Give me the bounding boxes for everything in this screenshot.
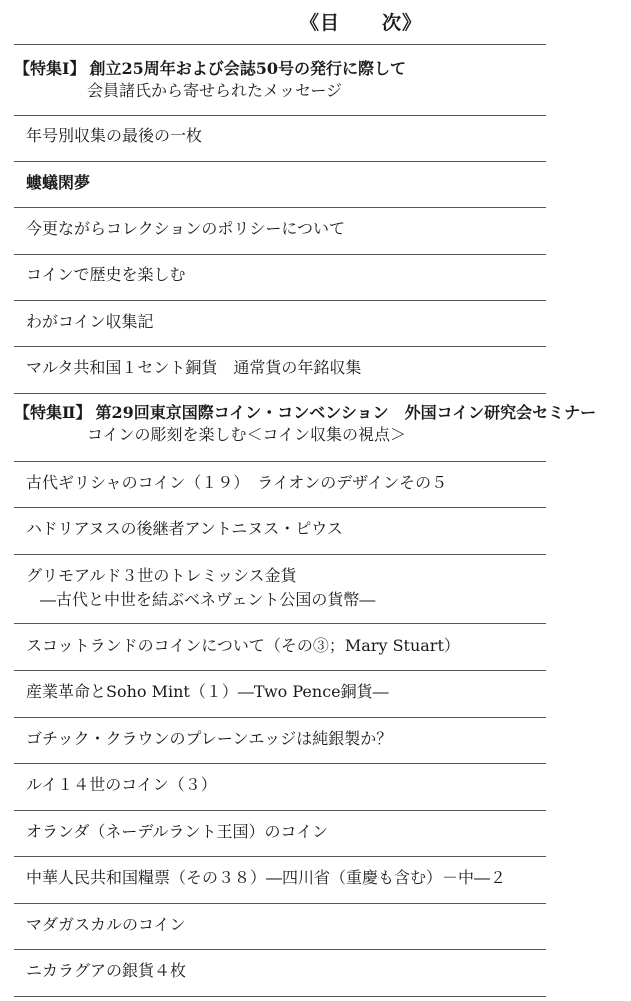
divider: [14, 161, 546, 162]
toc-entry-line: ―古代と中世を結ぶベネヴェント公国の貨幣―: [40, 590, 376, 609]
page-title-open: 《目: [300, 12, 341, 34]
divider: [14, 115, 546, 116]
feature-1-subheading: 会員諸氏から寄せられたメッセージ: [87, 81, 343, 100]
divider: [14, 44, 546, 45]
page-title: [300, 8, 422, 35]
divider: [14, 300, 546, 301]
toc-entry[interactable]: ニカラグアの銀貨４枚: [26, 961, 187, 980]
divider: [14, 623, 546, 624]
toc-entry-multiline[interactable]: [26, 564, 375, 612]
toc-entry[interactable]: ルイ１４世のコイン（３）: [26, 775, 217, 794]
toc-entry[interactable]: オランダ（ネーデルラント王国）のコイン: [26, 822, 329, 841]
toc-entry[interactable]: マダガスカルのコイン: [26, 915, 186, 934]
divider: [14, 207, 546, 208]
toc-entry[interactable]: 古代ギリシャのコイン（１９） ライオンのデザインその５: [26, 473, 448, 492]
toc-entry-line: グリモアルド３世のトレミッシス金貨: [26, 566, 297, 585]
toc-entry[interactable]: わがコイン収集記: [26, 312, 154, 331]
feature-2-label: 【特集Ⅱ】: [14, 403, 92, 422]
toc-entry[interactable]: スコットランドのコインについて（その③；Mary Stuart）: [26, 636, 460, 655]
toc-entry[interactable]: 中華人民共和国糧票（その３８）―四川省（重慶も含む）－中―２: [26, 868, 507, 887]
toc-entry[interactable]: コインで歴史を楽しむ: [26, 265, 186, 284]
toc-entry[interactable]: 今更ながらコレクションのポリシーについて: [26, 219, 346, 238]
divider: [14, 554, 546, 555]
divider: [14, 810, 546, 811]
toc-entry[interactable]: マルタ共和国１セント銅貨 通常貨の年銘収集: [26, 358, 362, 377]
toc-entry[interactable]: 年号別収集の最後の一枚: [26, 126, 203, 145]
divider: [14, 393, 546, 394]
divider: [14, 507, 546, 508]
divider: [14, 949, 546, 950]
divider: [14, 763, 546, 764]
divider: [14, 717, 546, 718]
divider: [14, 670, 546, 671]
toc-entry[interactable]: 産業革命とSoho Mint（１）―Two Pence銅貨―: [26, 682, 389, 701]
feature-2-section: [14, 402, 596, 446]
divider: [14, 346, 546, 347]
divider: [14, 996, 546, 997]
divider: [14, 856, 546, 857]
divider: [14, 903, 546, 904]
feature-1-section: [14, 58, 406, 102]
feature-1-label: 【特集Ⅰ】: [14, 59, 86, 78]
toc-entry[interactable]: ハドリアヌスの後継者アントニヌス・ピウス: [26, 519, 343, 538]
divider: [14, 461, 546, 462]
feature-2-subheading: コインの彫刻を楽しむ＜コイン収集の視点＞: [87, 425, 407, 444]
page-title-close: 次》: [382, 12, 423, 34]
feature-2-heading: 第29回東京国際コイン・コンベンション 外国コイン研究会セミナー: [95, 403, 597, 422]
toc-entry[interactable]: ゴチック・クラウンのプレーンエッジは純銀製か？: [26, 729, 393, 748]
toc-entry[interactable]: 螻蟻閑夢: [26, 173, 91, 192]
divider: [14, 254, 546, 255]
feature-1-heading: 創立25周年および会誌50号の発行に際して: [89, 59, 407, 78]
